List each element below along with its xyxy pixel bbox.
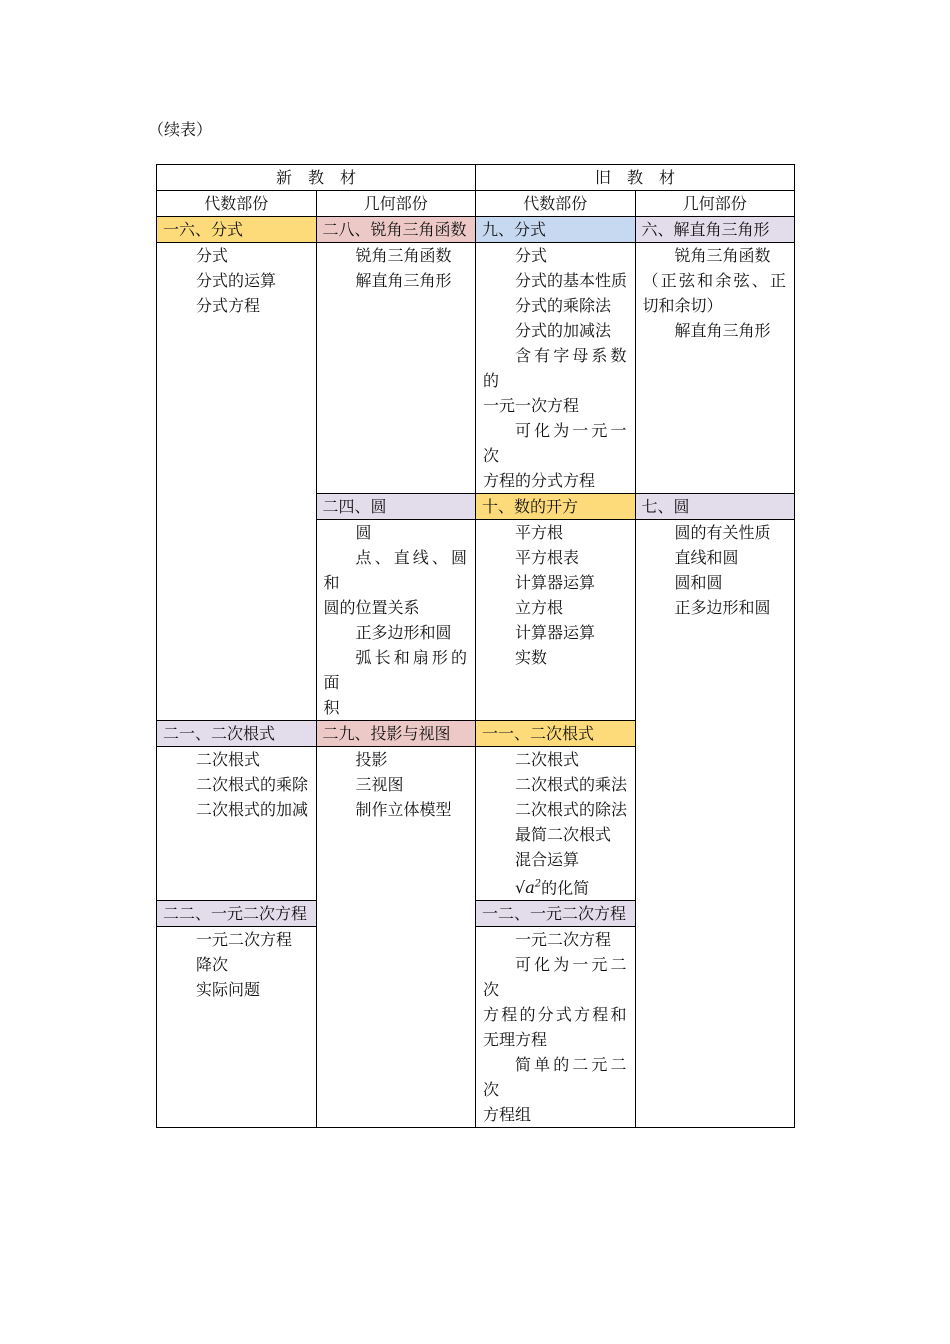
list-item: 分式的基本性质 bbox=[515, 271, 628, 290]
section-title: 二九、投影与视图 bbox=[316, 721, 476, 747]
section-title: 一一、二次根式 bbox=[476, 721, 636, 747]
list-item: $√a^2$的化简 bbox=[515, 878, 590, 898]
list-item: 分式 bbox=[196, 246, 229, 265]
section-title: 七、圆 bbox=[635, 494, 795, 520]
old-algebra-header: 代数部份 bbox=[476, 191, 636, 217]
list-item: 方程的分式方程 bbox=[483, 471, 596, 490]
list-item: 正多边形和圆 bbox=[674, 598, 771, 617]
section-content bbox=[157, 243, 317, 721]
list-item: 投影 bbox=[355, 750, 388, 769]
section-content bbox=[476, 520, 636, 721]
list-item: 二次根式 bbox=[196, 750, 261, 769]
section-content bbox=[635, 520, 795, 1128]
list-item: 可化为一元二次 bbox=[483, 955, 628, 1000]
list-item: 立方根 bbox=[515, 598, 564, 617]
list-item: 简单的二元二次 bbox=[483, 1055, 628, 1100]
section-title: 六、解直角三角形 bbox=[635, 217, 795, 243]
section-row-1 bbox=[157, 217, 795, 243]
list-item: 解直角三角形 bbox=[674, 321, 771, 340]
list-item: 分式 bbox=[515, 246, 548, 265]
new-algebra-header: 代数部份 bbox=[157, 191, 317, 217]
list-item: 分式方程 bbox=[196, 296, 261, 315]
section-content bbox=[316, 520, 476, 721]
list-item: 计算器运算 bbox=[515, 573, 596, 592]
section-content bbox=[157, 927, 317, 1128]
list-item: 二次根式 bbox=[515, 750, 580, 769]
header-row-1 bbox=[157, 165, 795, 191]
list-item: 制作立体模型 bbox=[355, 800, 452, 819]
curriculum-comparison-table bbox=[156, 164, 795, 1128]
content-row-a bbox=[157, 243, 795, 494]
section-title: 九、分式 bbox=[476, 217, 636, 243]
section-content bbox=[316, 747, 476, 1128]
list-item: 正多边形和圆 bbox=[355, 623, 452, 642]
new-textbook-header: 新 教 材 bbox=[157, 165, 476, 191]
section-title: 二二、一元二次方程 bbox=[157, 901, 317, 927]
section-title: 一二、一元二次方程 bbox=[476, 901, 636, 927]
list-item: 圆的位置关系 bbox=[323, 598, 420, 617]
section-content bbox=[476, 927, 636, 1128]
list-item: 混合运算 bbox=[515, 850, 580, 869]
list-item: 分式的运算 bbox=[196, 271, 277, 290]
list-item: 实际问题 bbox=[196, 980, 261, 1000]
list-item: 最简二次根式 bbox=[515, 825, 612, 844]
list-item: 一元二次方程 bbox=[515, 930, 612, 950]
list-item: 圆的有关性质 bbox=[674, 523, 771, 542]
list-item: 分式的加减法 bbox=[515, 321, 612, 340]
list-item: 无理方程 bbox=[483, 1030, 548, 1050]
list-item: 直线和圆 bbox=[674, 548, 739, 567]
list-item: 平方根表 bbox=[515, 548, 580, 567]
section-title: 二一、二次根式 bbox=[157, 721, 317, 747]
list-item: 可化为一元一次 bbox=[483, 421, 628, 465]
list-item: 计算器运算 bbox=[515, 623, 596, 642]
list-item: 方程组 bbox=[483, 1105, 532, 1125]
section-content bbox=[476, 243, 636, 494]
list-item: 圆和圆 bbox=[674, 573, 723, 592]
list-item: 圆 bbox=[355, 523, 372, 542]
list-item: 分式的乘除法 bbox=[515, 296, 612, 315]
section-title: 二八、锐角三角函数 bbox=[316, 217, 476, 243]
list-item: 解直角三角形 bbox=[355, 271, 452, 290]
section-content bbox=[157, 747, 317, 901]
new-geometry-header: 几何部份 bbox=[316, 191, 476, 217]
list-item: 锐角三角函数 bbox=[674, 246, 771, 265]
list-item: 含有字母系数的 bbox=[483, 346, 628, 390]
list-item: 一元二次方程 bbox=[196, 930, 293, 950]
list-item: 点、直线、圆和 bbox=[323, 548, 469, 592]
list-item: 一元一次方程 bbox=[483, 396, 580, 415]
list-item: 方程的分式方程和 bbox=[483, 1005, 628, 1025]
sqrt-expression: $√a^2$ bbox=[515, 878, 542, 898]
old-textbook-header: 旧 教 材 bbox=[476, 165, 795, 191]
list-item: 降次 bbox=[196, 955, 229, 975]
old-geometry-header: 几何部份 bbox=[635, 191, 795, 217]
list-item: 二次根式的除法 bbox=[515, 800, 628, 819]
list-item: 平方根 bbox=[515, 523, 564, 542]
section-title: 十、数的开方 bbox=[476, 494, 636, 520]
list-item: 二次根式的乘法 bbox=[515, 775, 628, 794]
list-item: （正弦和余弦、正 bbox=[642, 271, 788, 290]
header-row-2 bbox=[157, 191, 795, 217]
list-item: 二次根式的乘除 bbox=[196, 775, 309, 794]
list-item: 二次根式的加减 bbox=[196, 800, 309, 819]
section-content bbox=[316, 243, 476, 494]
section-content bbox=[476, 747, 636, 901]
list-item: 切和余切） bbox=[642, 296, 723, 315]
table-caption: （续表） bbox=[148, 120, 213, 139]
list-item: 弧长和扇形的面 bbox=[323, 648, 469, 692]
list-item: 实数 bbox=[515, 648, 548, 667]
section-title: 二四、圆 bbox=[316, 494, 476, 520]
list-item: 积 bbox=[323, 698, 340, 717]
section-title: 一六、分式 bbox=[157, 217, 317, 243]
list-item: 三视图 bbox=[355, 775, 404, 794]
list-item: 锐角三角函数 bbox=[355, 246, 452, 265]
section-content bbox=[635, 243, 795, 494]
